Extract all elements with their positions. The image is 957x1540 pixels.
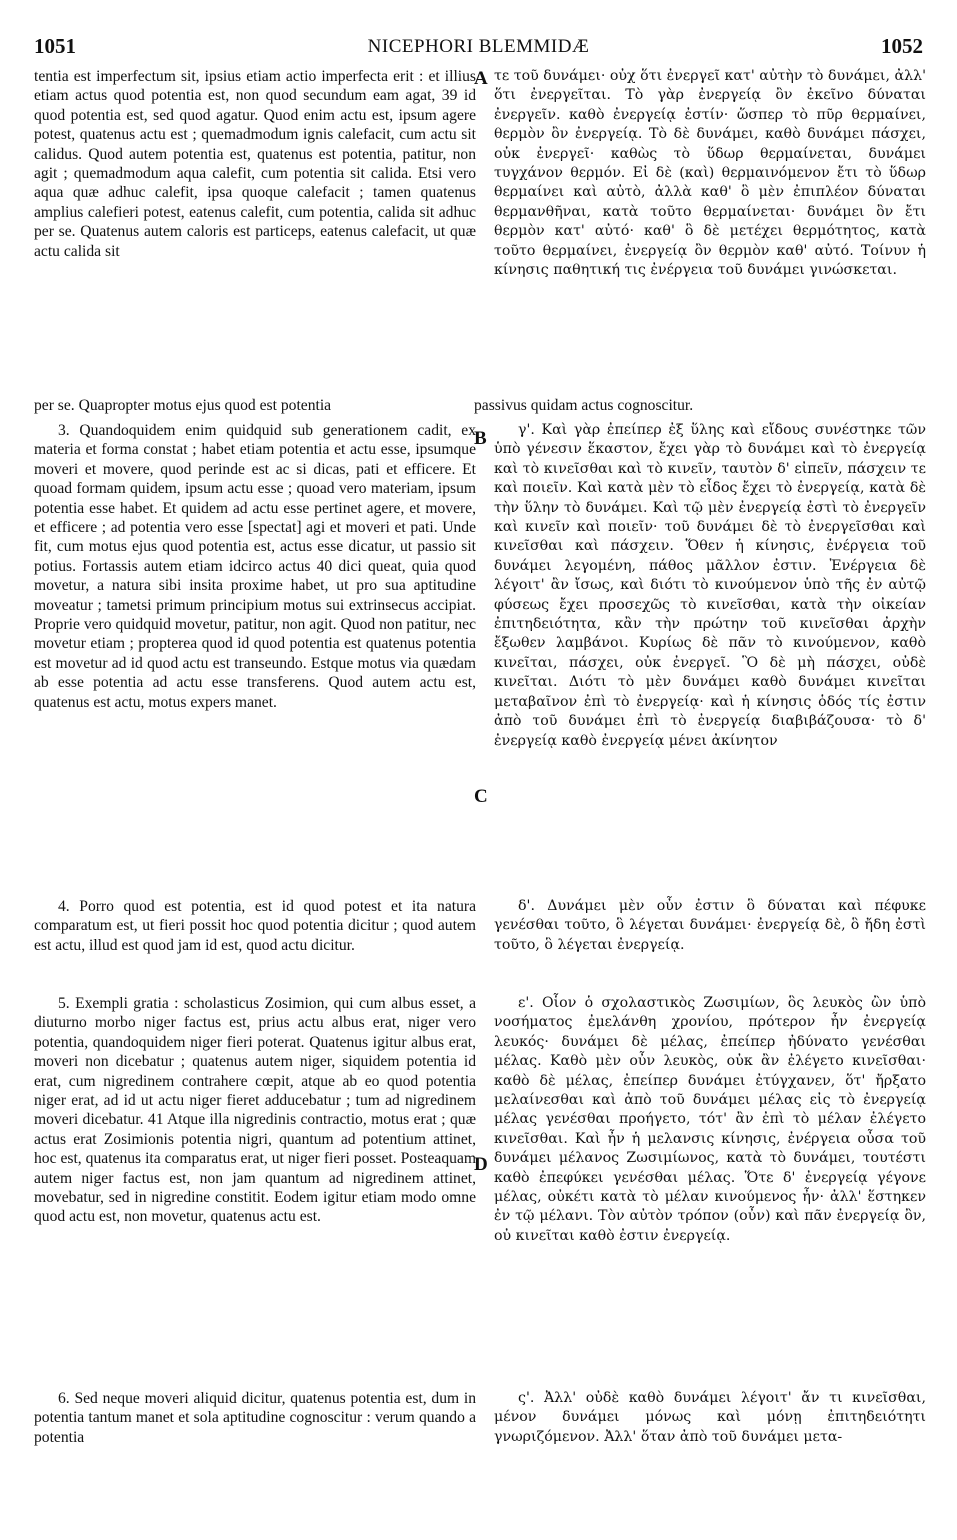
margin-marker-a: A bbox=[474, 68, 488, 89]
bridge-line bbox=[34, 396, 927, 415]
greek-paragraph-6: ς'. Ἀλλ' οὐδὲ καθὸ δυνάμει λέγοιτ' ἄν τι κινεῖσθαι, μένον δυνάμει μόνως καὶ μόνῃ ἐπιτηδειότητι γνωριζόμενον. Ἀλλ' ὅταν ἀπὸ τοῦ δυνάμει μετα- bbox=[494, 1390, 926, 1445]
margin-marker-b: B bbox=[474, 428, 487, 449]
margin-marker-c: C bbox=[474, 786, 488, 807]
page-title: NICEPHORI BLEMMIDÆ bbox=[367, 36, 590, 57]
left-column-number: 1051 bbox=[34, 34, 76, 58]
latin-paragraph-3: 3. Quandoquidem enim quidquid sub generationem cadit, ex materia et forma constat ; habet etiam potentia et actu esse, ipsumque moveri et movere, quod perinde est ac si dicas, pati et efficere. Et quoad formam quidem, ipsum actu esse ; quoad vero materiam, ipsum potentia esse habet. Et quidem ad actu esse pertinet agere, et movere, et efficere ; ad potentia vero esse [spectat] agi et moveri et pati. Unde fit, cum motus ejus quod potentia est, actus esse dicatur, ut passio sit potius. Fortassis autem etiam idcirco actus 40 dici queat, quia quod movetur, a natura sibi insita proxime habet, ut pro sua aptitudine moveatur ; tametsi primum principium motus sui extrinsecus accipiat. Proprie vero quidquid movetur, patitur, non agit. Quod non patitur, nec movetur etiam ; propterea quod id quod potentia est quatenus potentia est movetur ad id quod actu est transeundo. Estque motus via quædam ab esse potentia ad actu esse transferens. Quod autem actu est, quatenus est actu, motus expers manet. bbox=[34, 422, 476, 711]
latin-paragraph-6: 6. Sed neque moveri aliquid dicitur, quatenus potentia est, dum in potentia tantum manet et sola aptitudine cognoscitur : verum quando a potentia bbox=[34, 1390, 476, 1446]
latin-paragraph-5: 5. Exempli gratia : scholasticus Zosimion, qui cum albus esset, a diuturno morbo niger factus est, prius actu albus erat, niger vero potentia, quandoquidem niger fieri poterat. Quatenus igitur albus erat, moveri non dicebatur ; quatenus autem niger, siquidem potentia id erat, cum nigredinem contrahere cœpit, atque ab eo quod potentia niger erat, ad id ut actu niger fieret adducebatur ; tum ad nigredinem moveri dicebatur. 41 Atque illa nigredinis contractio, motus erat ; quæ actus erat Zosimionis potentia nigri, quantum ad potentium attinet, hoc est, quatenus ita comparatus erat, ut niger fieri posset. Posteaquam autem niger factus est, non jam quantum ad nigredinem attinet, movebatur, sed in nigredine constitit. Eodem igitur etiam modo omne quod actu est, non movetur, quatenus actu est. bbox=[34, 995, 476, 1226]
bridge-line-latin: per se. Quapropter motus ejus quod est potentia bbox=[34, 397, 332, 414]
greek-paragraph-1: τε τοῦ δυνάμει· οὐχ ὅτι ἐνεργεῖ κατ' αὐτὴν τὸ δυνάμει, ἀλλ' ὅτι ἐνεργεῖται. Τὸ γὰρ ἐνεργείᾳ ὂν ἐκεῖνο δύναται ἐνεργεῖν. καθὸ ἐνεργείᾳ ἐστίν· ὥσπερ τὸ πῦρ θερμαίνει, θερμὸν ὂν ἐνεργείᾳ. Τὸ δὲ δυνάμει, καθὸ δυνάμει πάσχει, οὐκ ἐνεργεῖ· καθὼς τὸ ὕδωρ θερμαίνεται, δυνάμει τυγχάνον θερμόν. Εἰ δὲ (καὶ) θερμαινόμενον ἔτι τὸ ὕδωρ θερμαίνει καὶ αὐτὸ, ἀλλὰ καθ' ὃ μὲν ἐπιπλέον δύναται θερμανθῆναι, κατὰ τοῦτο θερμαίνεται· δυνάμει ὂν ἔτι θερμὸν κατ' αὐτό· καθ' ὃ δὲ μετέχει θερμότητος, κατὰ τοῦτο θερμαίνει, ἐνεργείᾳ ὂν θερμὸν καθ' αὐτό. Τοίνυν ἡ κίνησις παθητική τις ἐνέργεια τοῦ δυνάμει γινώσκεται. bbox=[494, 68, 926, 279]
bridge-line-latin-cont: passivus quidam actus cognoscitur. bbox=[474, 397, 694, 414]
running-header bbox=[34, 34, 923, 64]
right-column-number: 1052 bbox=[881, 34, 923, 58]
margin-marker-d: D bbox=[474, 1154, 488, 1175]
greek-paragraph-3: γ'. Καὶ γὰρ ἐπείπερ ἐξ ὕλης καὶ εἴδους συνέστηκε τῶν ὑπὸ γένεσιν ἕκαστον, ἔχει γὰρ τὸ δυνάμει καὶ τὸ ἐνεργείᾳ καὶ τὸ κινεῖσθαι καὶ τὸ κινεῖν, ταυτὸν δ' εἰπεῖν, πάσχειν τε καὶ ποιεῖν. Καὶ κατὰ μὲν τὸ εἶδος ἔχει τὸ ἐνεργείᾳ, κατὰ δὲ τὴν ὕλην τὸ δυνάμει. Καὶ τῷ μὲν ἐνεργείᾳ ἐστὶ τὸ ἐνεργεῖν καὶ κινεῖν καὶ ποιεῖν· τοῦ δυνάμει δὲ τὸ ἐνεργεῖσθαι καὶ κινεῖσθαι καὶ πάσχειν. Ὅθεν ἡ κίνησις, ἐνέργεια τοῦ δυνάμει λεγομένη, πάθος μᾶλλον ἐστιν. Ἐνέργεια δὲ λέγοιτ' ἂν ἴσως, καὶ διότι τὸ κινούμενον ὑπὸ τῆς ἐν αὐτῷ φύσεως ἔχει προσεχῶς τὸ κινεῖσθαι, κατὰ τὴν οἰκείαν ἐπιτηδειότητα, κἂν τὴν πρώτην τοῦ κινεῖσθαι ἀρχὴν ἔξωθεν λαμβάνοι. Κυρίως δὲ πᾶν τὸ κινούμενον, καθὸ κινεῖται, πάσχει, οὐκ ἐνεργεῖ. Ὃ δὲ μὴ πάσχει, οὐδὲ κινεῖται. Διότι τὸ μὲν δυνάμει καθὸ δυνάμει κινεῖται μεταβαῖνον ἐπὶ τὸ ἐνεργείᾳ· καὶ ἡ κίνησις ὁδός τίς ἐστιν ἀπὸ τοῦ δυνάμει ἐπὶ τὸ ἐνεργείᾳ διαβιβάζουσα· τὸ δ' ἐνεργείᾳ καθὸ ἐνεργείᾳ μένει ἀκίνητον bbox=[494, 422, 926, 749]
greek-paragraph-4: δ'. Δυνάμει μὲν οὖν ἐστιν ὃ δύναται καὶ πέφυκε γενέσθαι τοῦτο, ὃ λέγεται δυνάμει· ἐνεργείᾳ δὲ, ὃ ἤδη ἐστὶ τοῦτο, ὃ λέγεται ἐνεργείᾳ. bbox=[494, 898, 926, 953]
latin-paragraph-1: tentia est imperfectum sit, ipsius etiam actio imperfecta erit : et illius etiam actus quod potentia est, non quod secundum eam agat, 39 id quod potentia est, sed quod agatur. Quod enim actu est, ipsum agere potest, quatenus actu est ; quemadmodum ignis calefacit, cum actu sit calidus. Quod autem potentia est, quatenus est potentia, patitur, non agit ; quemadmodum aqua calefit, cum potentia sit calida. Etsi vero aqua quæ adhuc calefit, ipsa quoque calefacit ; tamen quatenus amplius calefieri potest, eatenus calefit, cum potentia, calida sit adhuc per se. Quatenus autem caloris est particeps, eatenus calefacit, ut quæ actu calida sit bbox=[34, 68, 476, 260]
latin-paragraph-4: 4. Porro quod est potentia, est id quod potest et ita natura comparatum est, ut fieri possit hoc quod potentia dicitur ; quod autem est actu, illud est quod jam id est, quod actu dicitur. bbox=[34, 898, 476, 954]
greek-paragraph-5: ε'. Οἷον ὁ σχολαστικὸς Ζωσιμίων, ὃς λευκὸς ὢν ὑπὸ νοσήματος ἐμελάνθη χρονίου, πρότερον ἦν ἐνεργείᾳ λευκός· δυνάμει δὲ μέλας, ἐπείπερ ἠδύνατο γενέσθαι μέλας. Καθὸ μὲν οὖν λευκὸς, οὐκ ἂν ἐλέγετο κινεῖσθαι· καθὸ δὲ μέλας, ἐπείπερ δυνάμει ἐτύγχανεν, ὅτ' ἤρξατο μελαίνεσθαι καὶ ἀπὸ τοῦ δυνάμει μέλας εἰς τὸ ἐνεργείᾳ μέλας γενέσθαι προήγετο, τότ' ἂν ἐπὶ τὸ μέλαν ἐλέγετο κινεῖσθαι. Καὶ ἦν ἡ μελανσις κίνησις, ἐνέργεια οὖσα τοῦ δυνάμει μέλανος Ζωσιμίωνος, κατὰ τὸ δυνάμει, τουτέστι καθὸ ἐπεφύκει γενέσθαι μέλας. Ὅτε δ' ἐνεργείᾳ γέγονε μέλας, οὐκέτι κατὰ τὸ μέλαν κινούμενος ἦν· ἀλλ' ἕστηκεν ἐν τῷ μέλανι. Τὸν αὐτὸν τρόπον (οὖν) καὶ πᾶν ἐνεργείᾳ ὂν, οὐ κινεῖται καθὸ ἐστιν ἐνεργείᾳ. bbox=[494, 995, 926, 1244]
